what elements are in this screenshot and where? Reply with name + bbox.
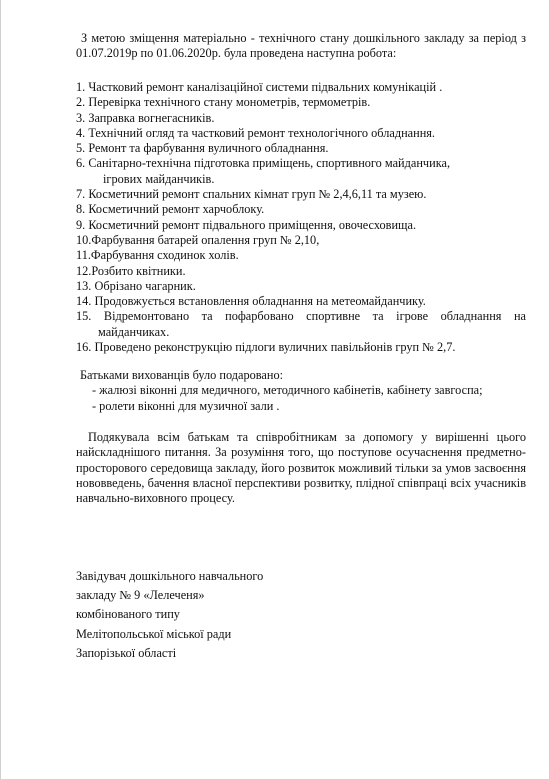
list-item-continuation: ігрових майданчиків. [103,171,215,186]
signature-line: Завідувач дошкільного навчального [76,569,264,583]
list-item: 7. Косметичний ремонт спальних кімнат груп № 2,4,6,11 та музею. [76,187,427,202]
thanks-paragraph [76,430,526,506]
list-item: - ролети віконні для музичної зали . [92,398,280,413]
section-heading: Батьками вихованців було подаровано: [80,368,284,382]
parents-gifts-section [78,368,538,414]
thanks-text: Подякувала всім батькам та співробітникам за допомогу у вирішенні цього найскладнішого питання. За розуміння того, що поступове осучаснення предметно-просторового середовища закладу, його розвиток можливий тільки за умов засвоєння нововведень, бачення власної перспективи розвитку, плідної співпраці всіх учасників навчально-виховного процесу. [76,430,526,506]
work-list [76,80,526,355]
intro-paragraph [76,31,526,62]
list-item: 16. Проведено реконструкцію підлоги вуличних павільйонів груп № 2,7. [76,340,456,355]
list-item: 12.Розбито квітники. [76,263,186,278]
signature-block [76,567,376,663]
list-item: 13. Обрізано чагарник. [76,278,196,293]
signature-line: закладу № 9 «Лелеченя» [76,588,205,603]
intro-text: З метою зміщення матеріально - технічного стану дошкільного закладу за період з 01.07.2019р по 01.06.2020р. була проведена наступна робота: [76,31,526,61]
list-item-continuation: майданчиках. [98,324,170,339]
list-item: 5. Ремонт та фарбування вуличного обладнання. [76,141,329,156]
list-item: 3. Заправка вогнегасників. [76,110,215,125]
signature-line: Мелітопольської міської ради [76,626,232,641]
signature-line: Запорізької області [76,645,177,660]
list-item: 9. Косметичний ремонт підвального приміщення, овочесховища. [76,217,417,232]
list-item: 14. Продовжується встановлення обладнання на метеомайданчику. [76,294,426,309]
list-item: 4. Технічний огляд та частковий ремонт технологічного обладнання. [76,125,436,140]
signature-line: комбінованого типу [76,607,180,622]
list-item: 8. Косметичний ремонт харчоблоку. [76,202,265,217]
list-item: 15. Відремонтовано та пофарбовано спортивне та ігрове обладнання на майданчиках. [76,309,526,339]
list-item: 10.Фарбування батарей опалення груп № 2,10, [76,232,320,247]
list-item: - жалюзі віконні для медичного, методичного кабінетів, кабінету завгоспа; [92,383,483,398]
list-item: 11.Фарбування сходинок холів. [76,248,239,263]
list-item: 2. Перевірка технічного стану монометрів, термометрів. [76,95,371,110]
page-border-left [0,0,1,779]
list-item: 6. Санітарно-технічна підготовка приміщень, спортивного майданчика, ігрових майданчиків. [76,156,451,186]
list-item: 1. Частковий ремонт каналізаційної системи підвальних комунікацій . [76,80,443,94]
